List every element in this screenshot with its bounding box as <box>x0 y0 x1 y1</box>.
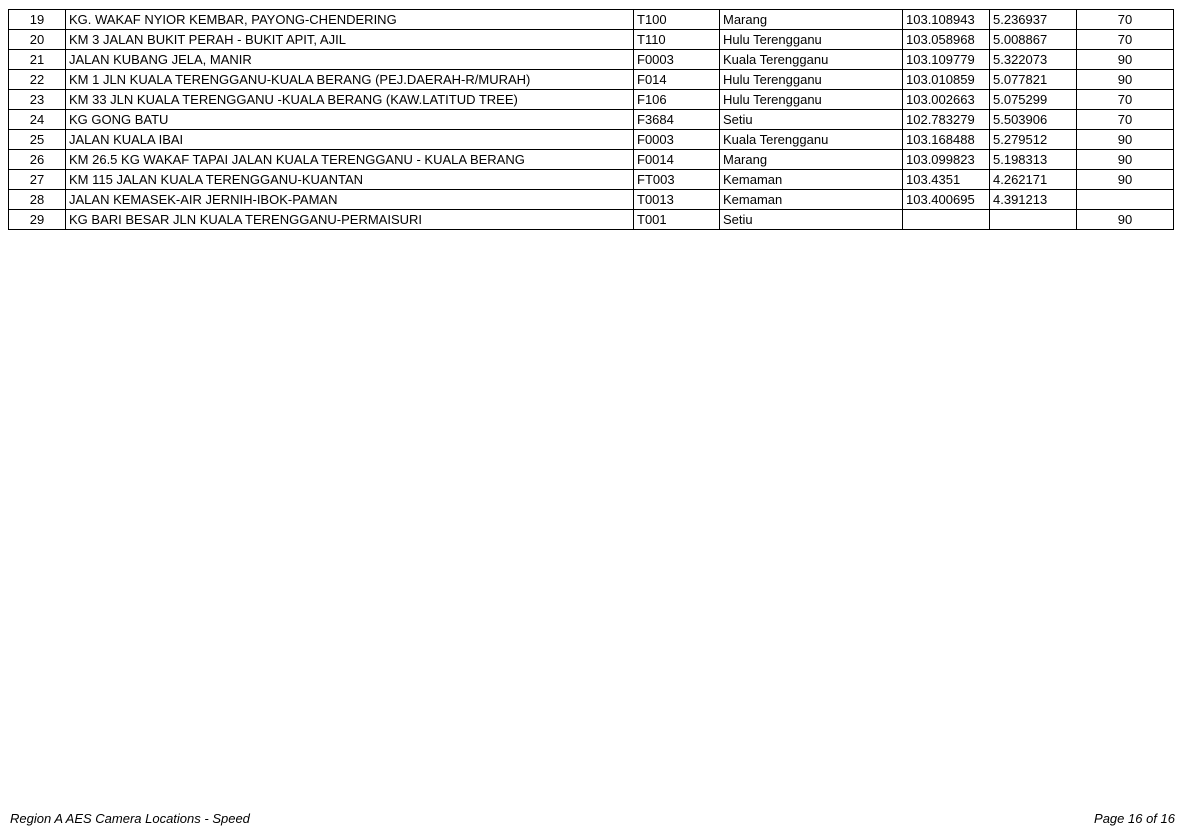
table-row <box>9 30 1174 50</box>
cell-district: Hulu Terengganu <box>720 30 903 50</box>
cell-district: Setiu <box>720 110 903 130</box>
cell-location: JALAN KUALA IBAI <box>66 130 634 150</box>
table-row <box>9 170 1174 190</box>
cell-district: Kemaman <box>720 190 903 210</box>
cell-route: T100 <box>634 10 720 30</box>
cell-route: F3684 <box>634 110 720 130</box>
cell-longitude: 103.058968 <box>903 30 990 50</box>
cell-speed-limit: 90 <box>1077 50 1174 70</box>
cell-speed-limit: 70 <box>1077 90 1174 110</box>
table-row <box>9 50 1174 70</box>
footer-document-title: Region A AES Camera Locations - Speed <box>10 811 250 826</box>
cell-latitude <box>990 210 1077 230</box>
cell-district: Marang <box>720 10 903 30</box>
cell-district: Kuala Terengganu <box>720 130 903 150</box>
cell-number: 24 <box>9 110 66 130</box>
cell-number: 28 <box>9 190 66 210</box>
cell-speed-limit: 90 <box>1077 70 1174 90</box>
cell-longitude: 103.400695 <box>903 190 990 210</box>
table-row <box>9 10 1174 30</box>
cell-location: KM 26.5 KG WAKAF TAPAI JALAN KUALA TERENGGANU - KUALA BERANG <box>66 150 634 170</box>
cell-route: T001 <box>634 210 720 230</box>
cell-district: Kemaman <box>720 170 903 190</box>
cell-location: JALAN KEMASEK-AIR JERNIH-IBOK-PAMAN <box>66 190 634 210</box>
cell-speed-limit: 90 <box>1077 130 1174 150</box>
cell-speed-limit: 90 <box>1077 150 1174 170</box>
cell-latitude: 5.322073 <box>990 50 1077 70</box>
cell-speed-limit: 70 <box>1077 10 1174 30</box>
table-row <box>9 90 1174 110</box>
table-row <box>9 210 1174 230</box>
cell-latitude: 5.279512 <box>990 130 1077 150</box>
table-row <box>9 150 1174 170</box>
table-body <box>9 10 1174 230</box>
cell-location: KM 33 JLN KUALA TERENGGANU -KUALA BERANG (KAW.LATITUD TREE) <box>66 90 634 110</box>
table-row <box>9 190 1174 210</box>
cell-latitude: 5.075299 <box>990 90 1077 110</box>
cell-location: KM 3 JALAN BUKIT PERAH - BUKIT APIT, AJIL <box>66 30 634 50</box>
camera-locations-table <box>8 9 1174 230</box>
cell-number: 22 <box>9 70 66 90</box>
cell-number: 29 <box>9 210 66 230</box>
footer-page-number: Page 16 of 16 <box>1094 811 1175 826</box>
cell-longitude: 103.002663 <box>903 90 990 110</box>
cell-longitude: 103.168488 <box>903 130 990 150</box>
cell-district: Marang <box>720 150 903 170</box>
cell-speed-limit: 70 <box>1077 30 1174 50</box>
cell-latitude: 5.198313 <box>990 150 1077 170</box>
cell-longitude <box>903 210 990 230</box>
cell-district: Kuala Terengganu <box>720 50 903 70</box>
cell-latitude: 4.262171 <box>990 170 1077 190</box>
cell-number: 19 <box>9 10 66 30</box>
cell-district: Hulu Terengganu <box>720 70 903 90</box>
cell-route: F106 <box>634 90 720 110</box>
cell-latitude: 5.077821 <box>990 70 1077 90</box>
table-row <box>9 70 1174 90</box>
cell-number: 27 <box>9 170 66 190</box>
cell-speed-limit: 70 <box>1077 110 1174 130</box>
cell-location: KM 115 JALAN KUALA TERENGGANU-KUANTAN <box>66 170 634 190</box>
cell-number: 26 <box>9 150 66 170</box>
cell-route: F0014 <box>634 150 720 170</box>
cell-route: T0013 <box>634 190 720 210</box>
cell-latitude: 4.391213 <box>990 190 1077 210</box>
cell-number: 20 <box>9 30 66 50</box>
cell-latitude: 5.008867 <box>990 30 1077 50</box>
cell-longitude: 103.109779 <box>903 50 990 70</box>
cell-location: JALAN KUBANG JELA, MANIR <box>66 50 634 70</box>
cell-location: KM 1 JLN KUALA TERENGGANU-KUALA BERANG (PEJ.DAERAH-R/MURAH) <box>66 70 634 90</box>
cell-district: Hulu Terengganu <box>720 90 903 110</box>
cell-speed-limit <box>1077 190 1174 210</box>
cell-longitude: 102.783279 <box>903 110 990 130</box>
table-row <box>9 130 1174 150</box>
table-row <box>9 110 1174 130</box>
cell-number: 23 <box>9 90 66 110</box>
cell-location: KG. WAKAF NYIOR KEMBAR, PAYONG-CHENDERING <box>66 10 634 30</box>
cell-route: T110 <box>634 30 720 50</box>
cell-longitude: 103.108943 <box>903 10 990 30</box>
cell-route: F014 <box>634 70 720 90</box>
cell-location: KG GONG BATU <box>66 110 634 130</box>
cell-latitude: 5.503906 <box>990 110 1077 130</box>
cell-latitude: 5.236937 <box>990 10 1077 30</box>
cell-number: 25 <box>9 130 66 150</box>
cell-longitude: 103.010859 <box>903 70 990 90</box>
cell-district: Setiu <box>720 210 903 230</box>
cell-speed-limit: 90 <box>1077 210 1174 230</box>
cell-route: F0003 <box>634 50 720 70</box>
cell-route: FT003 <box>634 170 720 190</box>
cell-number: 21 <box>9 50 66 70</box>
cell-longitude: 103.4351 <box>903 170 990 190</box>
cell-speed-limit: 90 <box>1077 170 1174 190</box>
cell-longitude: 103.099823 <box>903 150 990 170</box>
cell-route: F0003 <box>634 130 720 150</box>
cell-location: KG BARI BESAR JLN KUALA TERENGGANU-PERMAISURI <box>66 210 634 230</box>
